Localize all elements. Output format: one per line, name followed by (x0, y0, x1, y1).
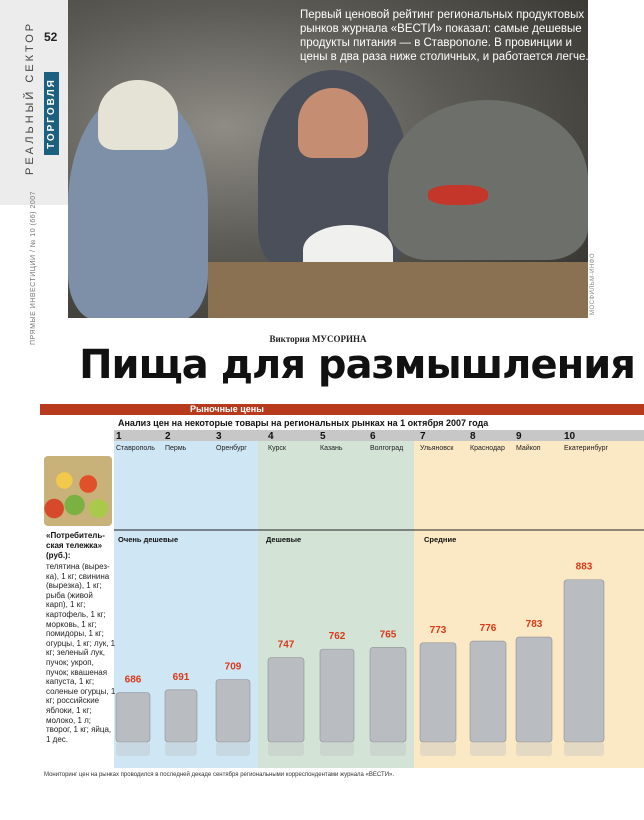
rank-label: 2 (165, 431, 171, 442)
article-intro: Первый ценовой рейтинг региональных продуктовых рынков журнала «ВЕСТИ» показал: самые дешевые продукты питания — в Ставрополе. В провинции и цены в два раза ниже столичных, и работается легче. (300, 9, 589, 63)
value-label: 686 (124, 674, 142, 686)
journal-issue: ПРЯМЫЕ ИНВЕСТИЦИИ / № 10 (66) 2007 (30, 190, 37, 345)
coin-reflection (564, 742, 604, 756)
coin-stack (216, 680, 250, 742)
subsection-label: ТОРГОВЛЯ (44, 72, 59, 155)
rank-label: 6 (370, 431, 376, 442)
coin-reflection (320, 742, 354, 756)
city-label: Курск (268, 445, 286, 452)
coin-reflection (370, 742, 406, 756)
article-headline: Пища для размышления (79, 342, 635, 388)
coin-stack (470, 641, 506, 742)
value-label: 691 (172, 671, 190, 683)
value-label: 762 (328, 631, 346, 643)
basket-items: телятина (вырез-ка), 1 кг; свинина (вырезка), 1 кг; рыба (живой карп), 1 кг; картофель, 1 кг; морковь, 1 кг; помидоры, 1 кг; огурцы, 1 кг; лук, 1 кг; зеленый лук, пучок; укроп, пучок; квашеная капуста, 1 кг; соленые огурцы, 1 кг; российские яблоки, 1 кг; молоко, 1 л; творог, 1 кг; яйца, 1 дес. (46, 562, 116, 744)
coin-stack (320, 649, 354, 742)
rank-label: 7 (420, 431, 426, 442)
coin-reflection (470, 742, 506, 756)
page-number: 52 (44, 30, 58, 44)
rank-label: 10 (564, 431, 576, 442)
coin-reflection (516, 742, 552, 756)
section-label: РЕАЛЬНЫЙ СЕКТОР (24, 20, 36, 175)
city-label: Краснодар (470, 445, 505, 452)
coin-reflection (216, 742, 250, 756)
chart-title: Анализ цен на некоторые товары на региональных рынках на 1 октября 2007 года (118, 418, 489, 428)
city-label: Оренбург (216, 445, 247, 452)
coin-reflection (116, 742, 150, 756)
city-label: Екатеринбург (564, 445, 609, 452)
chart-label: Рыночные цены (190, 404, 264, 414)
article-author: Виктория МУСОРИНА (269, 334, 367, 344)
city-label: Ставрополь (116, 445, 155, 452)
coin-reflection (420, 742, 456, 756)
value-label: 776 (479, 623, 497, 635)
city-label: Ульяновск (420, 445, 454, 452)
basket-title: «Потребитель-ская тележка» (руб.): (46, 531, 105, 560)
group-label: Средние (424, 535, 457, 544)
rank-label: 5 (320, 431, 326, 442)
coin-stack (516, 637, 552, 742)
group-label: Дешевые (266, 535, 302, 544)
group-label: Очень дешевые (118, 535, 179, 544)
rank-label: 3 (216, 431, 222, 442)
city-label: Пермь (165, 445, 187, 452)
coin-stack (420, 643, 456, 742)
coin-stack (165, 690, 197, 742)
coin-reflection (165, 742, 197, 756)
rank-label: 9 (516, 431, 522, 442)
value-label: 883 (575, 561, 593, 573)
coin-stack (268, 658, 304, 742)
rank-label: 4 (268, 431, 274, 442)
rank-label: 1 (116, 431, 122, 442)
coin-reflection (268, 742, 304, 756)
photo-credit: МОСФИЛЬМ-ИНФО (590, 253, 596, 315)
coin-stack (116, 693, 150, 742)
value-label: 773 (429, 624, 447, 636)
city-label: Волгоград (370, 445, 404, 452)
coin-stack (564, 580, 604, 742)
coin-stack (370, 647, 406, 742)
city-label: Майкоп (516, 445, 541, 452)
value-label: 747 (277, 639, 295, 651)
footnote: Мониторинг цен на рынках проводился в последней декаде сентября региональными корреспондентами журнала «ВЕСТИ». (44, 772, 395, 778)
value-label: 709 (224, 661, 242, 673)
city-label: Казань (320, 445, 343, 452)
value-label: 783 (525, 619, 543, 631)
value-label: 765 (379, 629, 397, 641)
rank-label: 8 (470, 431, 476, 442)
produce-image (44, 456, 112, 526)
